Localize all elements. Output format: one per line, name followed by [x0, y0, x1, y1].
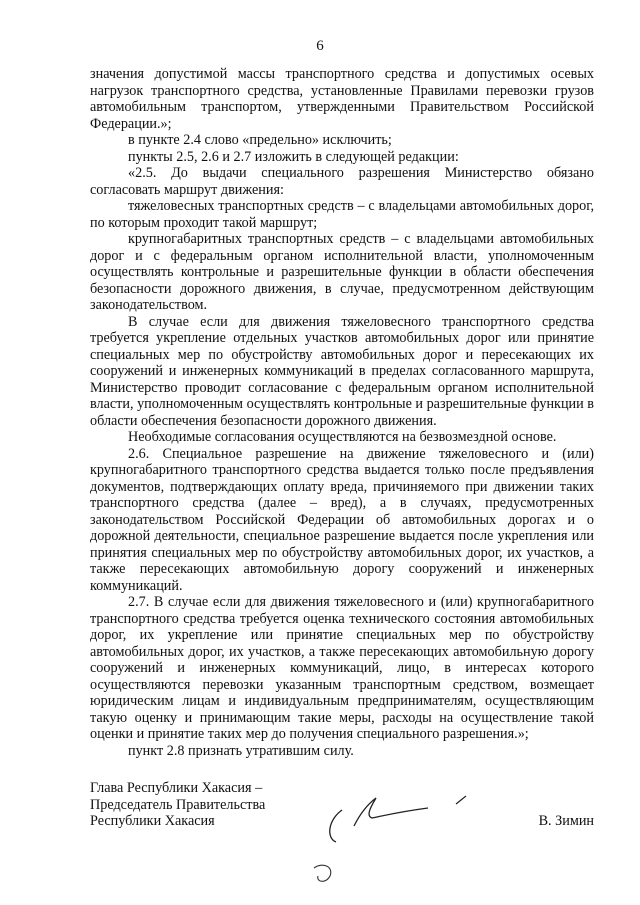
- signer-title-line-2: Председатель Правительства: [90, 796, 266, 813]
- signer-title-line-3: Республики Хакасия: [90, 813, 215, 829]
- paragraph: Необходимые согласования осуществляются на безвозмездной основе.: [128, 429, 557, 445]
- handwritten-signature: [320, 790, 490, 850]
- paragraph: «2.5. До выдачи специального разрешения Министерство обязано согласовать маршрут движения:: [90, 165, 594, 198]
- paragraph: крупногабаритных транспортных средств – с владельцами автомобильных дорог и с федеральным органом исполнительной власти, уполномоченным осуществлять контрольные и разрешительные функции в области обеспечения безопасности дорожного движения, в случае, предусмотренном действующим законодательством.: [90, 231, 594, 313]
- paragraph: в пункте 2.4 слово «предельно» исключить;: [128, 132, 392, 148]
- paragraph: В случае если для движения тяжеловесного транспортного средства требуется укрепление отдельных участков автомобильных дорог или принятие специальных мер по обустройству автомобильных дорог и пересекающих их сооружений и инженерных коммуникаций в пределах согласованного маршрута, Министерство проводит согласование с федеральным органом исполнительной власти, уполномоченным осуществлять контрольные и разрешительные функции в области обеспечения безопасности дорожного движения.: [90, 313, 594, 429]
- paragraph: 2.6. Специальное разрешение на движение тяжеловесного и (или) крупногабаритного транспортного средства выдается только после предъявления документов, подтверждающих оплату вреда, причиняемого при движении таких транспортного средства (далее – вред), а в случаях, предусмотренных законодательством Российской Федерации об автомобильных дорогах и о дорожной деятельности, специальное разрешение выдается после укрепления или принятия специальных мер по обустройству автомобильных дорог, их участков, а также пересекающих автомобильную дорогу сооружений и инженерных коммуникаций.: [90, 445, 594, 594]
- signer-title-line-1: Глава Республики Хакасия –: [90, 780, 263, 796]
- paragraph: значения допустимой массы транспортного средства и допустимых осевых нагрузок транспортного средства, установленные Правилами перевозки грузов автомобильным транспортом, утвержденными Правительством Российской Федерации.»;: [90, 66, 594, 132]
- signature-block-title: [90, 780, 265, 830]
- page-number: 6: [316, 38, 324, 54]
- document-body: [90, 66, 594, 759]
- paragraph: 2.7. В случае если для движения тяжеловесного и (или) крупногабаритного транспортного средства требуется оценка технического состояния автомобильных дорог, их укрепление или принятие специальных мер по обустройству автомобильных дорог, их участков, а также пересекающих автомобильную дорогу сооружений и инженерных коммуникаций, лицо, в интересах которого осуществляются перевозки указанным транспортным средством, возмещает юридическим лицам и индивидуальным предпринимателям, осуществляющим такую оценку и принимающим такие меры, расходы на осуществление такой оценки и принятие таких мер до получения специального разрешения.»;: [90, 594, 594, 742]
- paragraph: пункт 2.8 признать утратившим силу.: [128, 742, 354, 759]
- paragraph: тяжеловесных транспортных средств – с владельцами автомобильных дорог, по которым проходит такой маршрут;: [90, 198, 594, 231]
- stamp-mark: [306, 860, 340, 886]
- signer-name: В. Зимин: [538, 813, 594, 829]
- paragraph: пункты 2.5, 2.6 и 2.7 изложить в следующей редакции:: [128, 148, 459, 165]
